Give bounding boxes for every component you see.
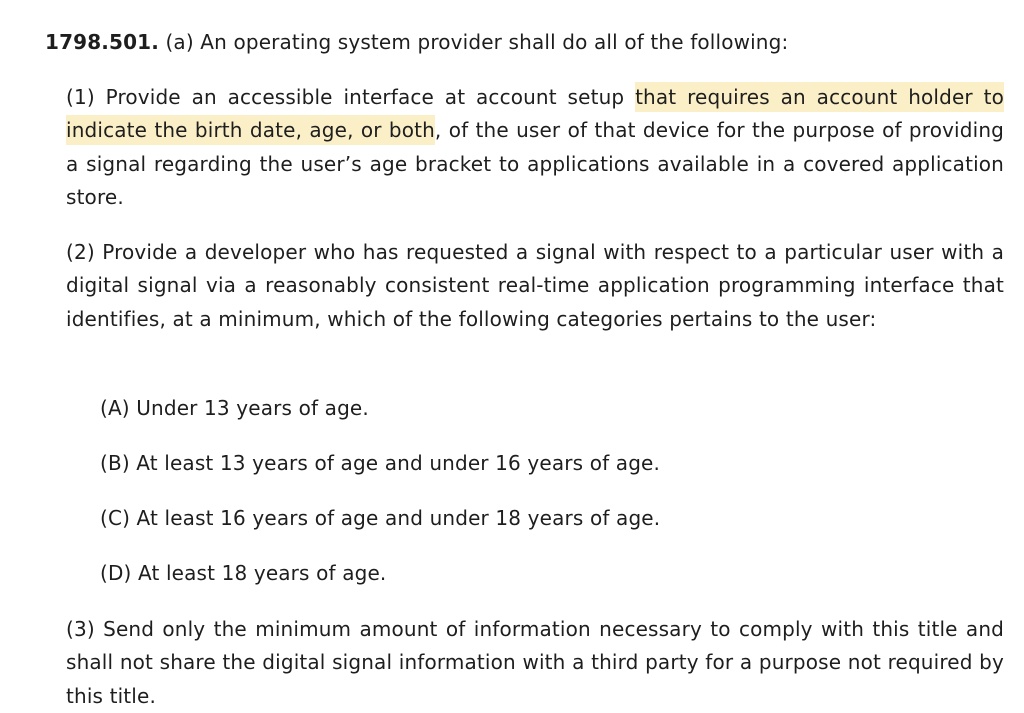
highlighted-text: that requires an account holder to indicate the birth date, age, or both	[66, 82, 1004, 145]
category-c: (C) At least 16 years of age and under 18 years of age.	[100, 506, 661, 530]
paragraph-1-text-end: , of the user of that device for the purpose of providing a signal regarding the user’s age bracket to applications available in a covered application store.	[66, 118, 1004, 209]
category-d: (D) At least 18 years of age.	[100, 561, 387, 585]
section-intro: (a) An operating system provider shall do all of the following:	[165, 30, 789, 54]
category-b: (B) At least 13 years of age and under 16 years of age.	[100, 451, 661, 475]
category-a: (A) Under 13 years of age.	[100, 396, 369, 420]
paragraph-1-text: (1) Provide an accessible interface at account setup	[66, 85, 636, 109]
section-heading	[45, 26, 1005, 59]
paragraph-2: (2) Provide a developer who has requested a signal with respect to a particular user with a digital signal via a reasonably consistent real-time application programming interface that identifies, at a minimum, which of the following categories pertains to the user:	[66, 240, 1004, 331]
section-number: 1798.501.	[45, 30, 159, 54]
paragraph-3: (3) Send only the minimum amount of information necessary to comply with this title and shall not share the digital signal information with a third party for a purpose not required by this title.	[66, 617, 1004, 708]
paragraph-1	[66, 81, 1004, 214]
